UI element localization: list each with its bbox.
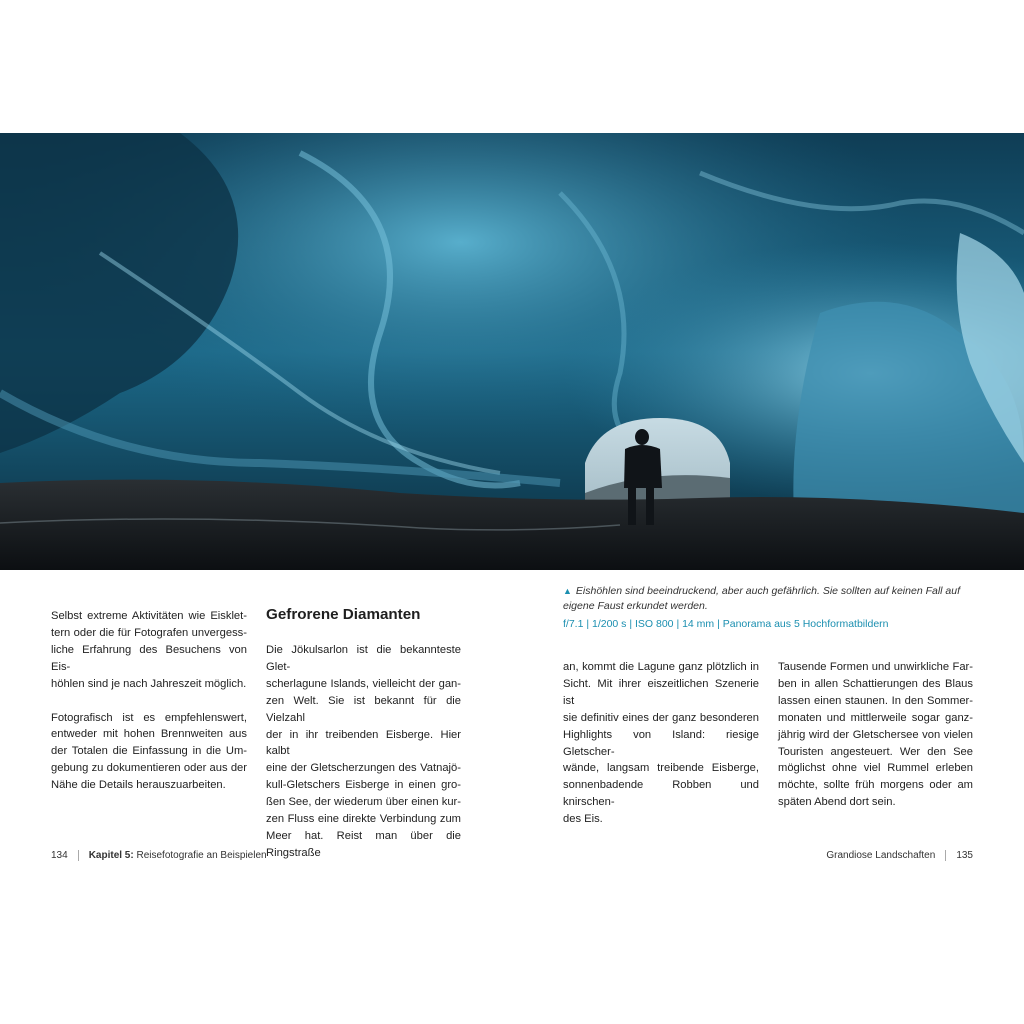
text-column-3 — [563, 659, 759, 828]
text-line: möglichst ohne viel Rummel erleben — [778, 762, 973, 775]
text-line: tern oder die für Fotografen unvergess- — [51, 626, 247, 639]
ice-cave-illustration — [0, 133, 1024, 570]
section-heading: Gefrorene Diamanten — [266, 606, 421, 623]
paragraph-2 — [51, 710, 247, 795]
chapter-label: Kapitel 5: — [88, 850, 134, 862]
section-title: Grandiose Landschaften — [826, 850, 936, 862]
text-line: ßen See, der wiederum über einen kur- — [266, 796, 461, 809]
text-line: eine der Gletscherzungen des Vatnajö- — [266, 762, 461, 775]
text-line: monaten und mittlerweile sogar ganz- — [778, 711, 973, 724]
text-line: Tausende Formen und unwirkliche Far- — [778, 661, 973, 673]
text-line: liche Erfahrung des Besuchens von Eis- — [51, 643, 247, 673]
text-line: des Eis. — [563, 813, 603, 826]
text-line: Nähe die Details herauszuarbeiten. — [51, 779, 226, 792]
text-line: Fotografisch ist es empfehlenswert, — [51, 711, 247, 724]
paragraph — [778, 659, 973, 811]
text-line: an, kommt die Lagune ganz plötzlich in — [563, 661, 759, 673]
text-column-1 — [51, 608, 247, 794]
page-number-left: 134 — [51, 850, 68, 862]
caption-text-block — [563, 584, 963, 614]
ice-cave-photo — [0, 133, 1024, 570]
footer-divider — [945, 850, 946, 861]
chapter-title: Reisefotografie an Beispielen — [136, 850, 267, 862]
text-line: zen Welt. Sie ist bekannt für die Vielzahl — [266, 694, 461, 724]
caption-text: Eishöhlen sind beeindruckend, aber auch gefährlich. Sie sollten auf keinen Fall auf eigene Faust erkundet werden. — [563, 585, 961, 612]
text-line: der in ihr treibenden Eisberge. Hier kalbt — [266, 728, 461, 758]
text-line: der Totalen die Einfassung in die Um- — [51, 745, 247, 758]
paragraph-1 — [51, 608, 247, 693]
text-line: entweder mit hohen Brennweiten aus — [51, 728, 247, 741]
footer-right — [826, 850, 973, 861]
text-line: Touristen angesteuert. Wer den See — [778, 745, 973, 758]
exif-data: f/7.1 | 1/200 s | ISO 800 | 14 mm | Panorama aus 5 Hochformatbildern — [563, 618, 889, 630]
text-line: jährig wird der Gletschersee von vielen — [778, 728, 973, 741]
text-line: kull-Gletschers Eisberge in einen gro- — [266, 779, 461, 792]
text-line: Die Jökulsarlon ist die bekannteste Glet- — [266, 644, 461, 673]
paragraph — [563, 659, 759, 828]
text-column-2 — [266, 642, 461, 862]
text-line: zen Fluss eine direkte Verbindung zum — [266, 813, 461, 826]
text-line: höhlen sind je nach Jahreszeit möglich. — [51, 677, 247, 690]
text-line: lassen einen staunen. In den Sommer- — [778, 694, 973, 707]
footer-left — [51, 850, 267, 861]
text-line: Meer hat. Reist man über die Ringstraße — [266, 829, 461, 859]
text-line: möchte, sollte früh morgens oder am — [778, 779, 973, 792]
page-number-right: 135 — [956, 850, 973, 862]
text-line: späten Abend dort sein. — [778, 796, 896, 809]
text-line: wände, langsam treibende Eisberge, — [563, 762, 759, 775]
text-line: Sicht. Mit ihrer eiszeitlichen Szenerie ist — [563, 677, 759, 707]
text-line: Highlights von Island: riesige Gletscher- — [563, 728, 759, 758]
text-line: sie definitiv eines der ganz besonderen — [563, 711, 759, 724]
text-line: ben in allen Schattierungen des Blaus — [778, 677, 973, 690]
paragraph — [266, 642, 461, 862]
text-line: gebung zu dokumentieren oder aus der — [51, 762, 247, 775]
text-line: scherlagune Islands, vielleicht der gan- — [266, 677, 461, 690]
text-column-4 — [778, 659, 973, 811]
photo-caption — [563, 584, 963, 632]
text-line: Selbst extreme Aktivitäten wie Eisklet- — [51, 610, 247, 622]
text-line: sonnenbadende Robben und knirschen- — [563, 779, 759, 809]
triangle-up-icon: ▲ — [563, 586, 572, 596]
footer-divider — [78, 850, 79, 861]
